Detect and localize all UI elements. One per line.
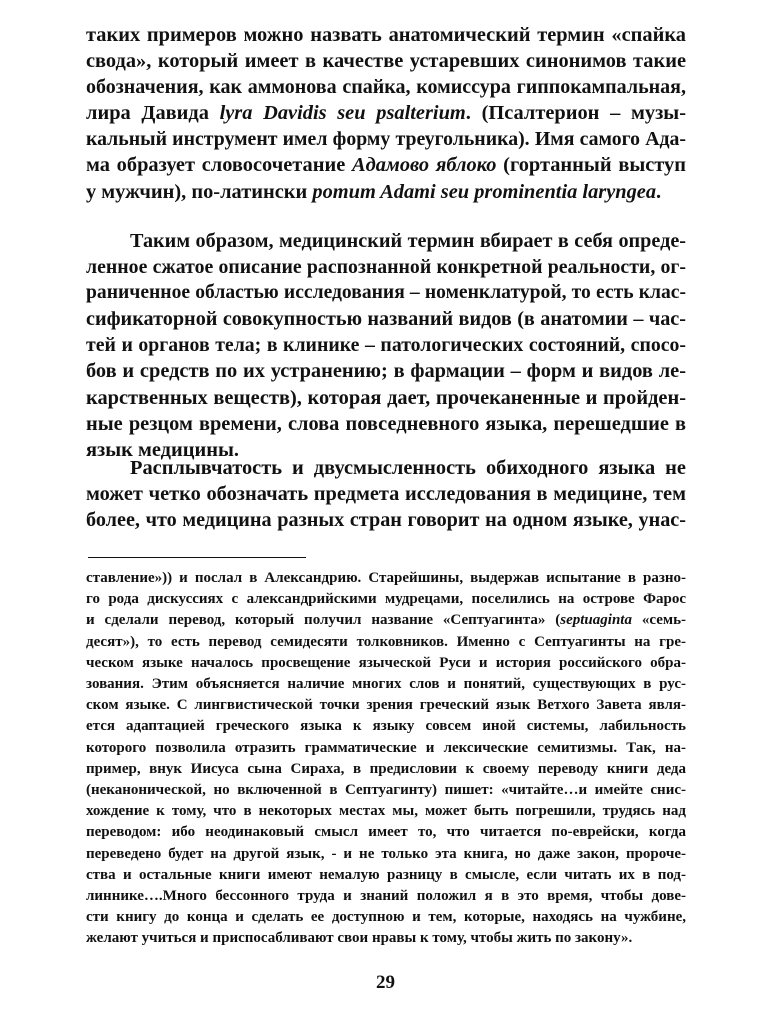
text-line: раниченное областью исследования – номенклатурой, то есть клас- bbox=[86, 282, 686, 304]
text-line: таких примеров можно назвать анатомический термин «спайка bbox=[86, 24, 686, 46]
footnote-line: ческом языке началось просвещение языческой Руси и история российского обра- bbox=[86, 654, 686, 671]
text-line: Расплывчатость и двусмысленность обиходного языка не bbox=[130, 457, 686, 479]
footnote bbox=[86, 568, 686, 950]
footnote-line: и сделали перевод, который получил название «Септуагинта» (septuaginta «семь- bbox=[86, 612, 686, 629]
text-line: ные резцом времени, слова повседневного языка, перешедшие в bbox=[86, 412, 686, 435]
latin-term: septuaginta bbox=[560, 612, 632, 629]
footnote-line: желают учиться и приспосабливают свои нравы к тому, чтобы жить по закону». bbox=[86, 930, 633, 947]
footnote-line: хождение к тому, что в некоторых местах мы, может быть погрешили, трудясь над bbox=[86, 803, 686, 820]
text-line: ленное сжатое описание распознанной конкретной реальности, ог- bbox=[86, 256, 686, 279]
latin-term: pomum Adami seu prominentia laryngea bbox=[312, 180, 657, 203]
footnote-divider bbox=[88, 557, 306, 558]
footnote-line: ском языке. С лингвистической точки зрения греческий язык Ветхого Завета явля- bbox=[86, 697, 686, 714]
footnote-line: переведено будет на другой язык, - и не только эта книга, но даже закон, пророче- bbox=[86, 845, 686, 862]
text-line: карственных веществ), которая дает, прочеканенные и пройден- bbox=[86, 386, 686, 409]
text-line: обозначения, как аммонова спайка, комиссура гиппокампальная, bbox=[86, 76, 686, 99]
text-line: ма образует словосочетание Адамово яблоко (гортанный выступ bbox=[86, 154, 686, 177]
footnote-line: сти книгу до конца и сделать ее доступною и тем, которые, находясь на чужбине, bbox=[86, 909, 686, 926]
latin-term: lyra Davidis seu psalterium bbox=[219, 102, 466, 125]
footnote-line: ется адаптацией греческого языка к языку совсем иной системы, лабильность bbox=[86, 718, 686, 735]
paragraph-3 bbox=[86, 455, 686, 533]
footnote-line: пример, внук Иисуса сына Сираха, в предисловии к своему переводу книги деда bbox=[86, 760, 686, 777]
text-line: сификаторной совокупностью названий видов (в анатомии – час- bbox=[86, 308, 686, 331]
text-line: бов и средств по их устранению; в фармации – форм и видов ле- bbox=[86, 360, 686, 383]
footnote-line: ства и остальные книги имеют немалую разницу в смысле, если читать их в под- bbox=[86, 866, 686, 883]
paragraph-2 bbox=[86, 228, 686, 463]
text-line: кальный инструмент имел форму треугольника). Имя самого Ада- bbox=[86, 128, 686, 151]
footnote-line: линнике….Много бессонного труда и знаний положил я в это время, чтобы дове- bbox=[86, 888, 686, 905]
text-line: более, что медицина разных стран говорит на одном языке, унас- bbox=[86, 509, 686, 532]
footnote-line: зования. Этим объясняется наличие многих слов и понятий, существующих в рус- bbox=[86, 676, 686, 693]
footnote-line: переводом: ибо неодинаковый смысл имеет то, что читается по-еврейски, когда bbox=[86, 824, 686, 841]
text-line: у мужчин), по-латински pomum Adami seu prominentia laryngea. bbox=[86, 180, 662, 203]
paragraph-1 bbox=[86, 22, 686, 205]
text-line: язык медицины. bbox=[86, 438, 239, 461]
footnote-line: ставление»)) и послал в Александрию. Старейшины, выдержав испытание в разно- bbox=[86, 570, 686, 586]
footnote-line: которого позволила отразить грамматические и лексические семитизмы. Так, на- bbox=[86, 739, 686, 756]
page-number: 29 bbox=[376, 972, 395, 993]
italic-term: Адамово яблоко bbox=[351, 154, 497, 177]
footnote-line: десят»), то есть перевод семидесяти толковников. Именно с Септуагинты на гре- bbox=[86, 633, 686, 650]
text-line: лира Давида lyra Davidis seu psalterium. (Псалтерион – музы- bbox=[86, 102, 686, 125]
text-line: тей и органов тела; в клинике – патологических состояний, спосо- bbox=[86, 334, 686, 357]
text-line: Таким образом, медицинский термин вбирает в себя опреде- bbox=[130, 230, 686, 252]
text-line: может четко обозначать предмета исследования в медицине, тем bbox=[86, 483, 686, 506]
footnote-line: го рода дискуссиях с александрийскими мудрецами, поселились на острове Фарос bbox=[86, 591, 686, 608]
footnote-line: (неканонической, но включенной в Септуагинту) пишет: «читайте…и имейте снис- bbox=[86, 782, 686, 799]
text-line: свода», который имеет в качестве устаревших синонимов такие bbox=[86, 50, 686, 73]
